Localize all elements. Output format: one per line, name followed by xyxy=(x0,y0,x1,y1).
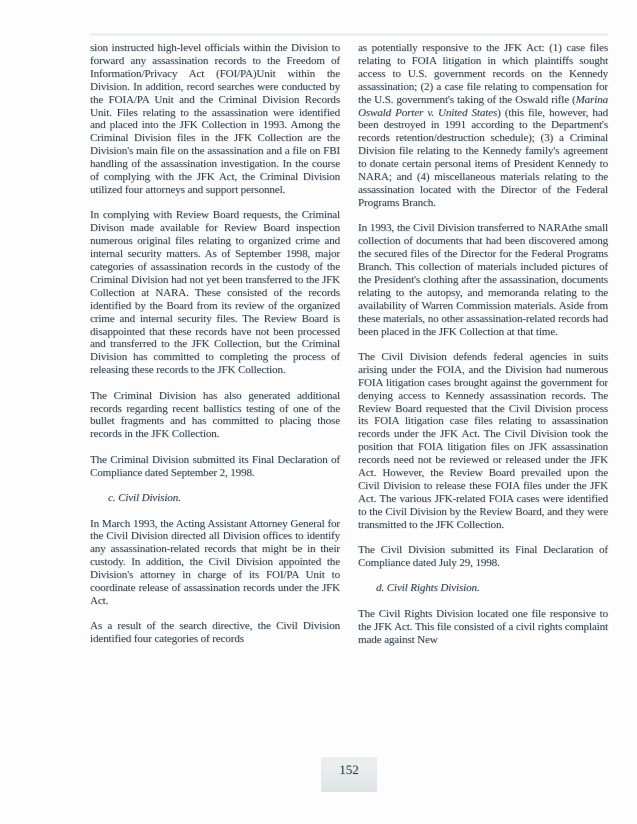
paragraph-text: as potentially responsive to the JFK Act: (1) case files relating to FOIA litigation in which plaintiffs sought access to U.S. government records on the Kennedy assassination; (2) a case file relating to compensation for the U.S. government's taking of the Oswald rifle ( xyxy=(358,42,608,106)
paragraph: In complying with Review Board requests, the Criminal Divison made available for Review Board inspection numerous original files relating to organized crime and internal security matters. As of September 1998, major categories of assassination records in the custody of the Criminal Division had not yet been transferred to the JFK Collection at NARA. These consisted of the records identified by the Board from its review of the organized crime and internal security files. The Review Board is disappointed that these records have not been processed and transferred to the JFK Collection, but the Criminal Division has committed to completing the process of releasing these records to the JFK Collection. xyxy=(90,209,340,377)
page-number: 152 xyxy=(339,762,359,777)
page-number-box xyxy=(321,757,377,792)
paragraph: In 1993, the Civil Division transferred to NARAthe small collection of documents that had been discovered among the secured files of the Director for the Federal Programs Branch. This collection of materials included pictures of the President's clothing after the assassination, documents relating to the autopsy, and memoranda relating to the availability of Warren Commission materials. Aside from these materials, no other assassination-related records had been placed in the JFK Collection at that time. xyxy=(358,222,608,338)
header-rule xyxy=(90,33,608,36)
paragraph: The Civil Rights Division located one file responsive to the JFK Act. This file consisted of a civil rights complaint made against New xyxy=(358,607,608,646)
paragraph: In March 1993, the Acting Assistant Attorney General for the Civil Division directed all Division offices to identify any assassination-related records that might be in their custody. In addition, the Civil Division appointed the Division's attorney in charge of its FOI/PA Unit to coordinate release of assassination records under the JFK Act. xyxy=(90,517,340,607)
left-column xyxy=(90,42,340,659)
section-heading-civil-division: c. Civil Division. xyxy=(108,492,181,505)
text-columns xyxy=(90,42,608,659)
paragraph-text: ) (this file, however, had been destroyed in 1991 according to the Department's records retention/destruction schedule); (3) a Criminal Division file relating to the Kennedy family's agreement to donate certain personal items of President Kennedy to NARA; and (4) miscellaneous materials relating to the assassination located with the Director of the Federal Programs Branch. xyxy=(358,106,608,209)
right-column xyxy=(358,42,608,659)
paragraph: sion instructed high-level officials within the Division to forward any assassination records to the Freedom of Information/Privacy Act (FOI/PA)Unit within the Division. In addition, record searches were conducted by the FOIA/PA Unit and the Criminal Division Records Unit. Files relating to the assassination were identified and placed into the JFK Collection in 1993. Among the Criminal Division files in the JFK Collection are the Division's main file on the assassination and a file on FBI handling of the assassination investigation. In the course of complying with the JFK Act, the Criminal Division utilized four attorneys and support personnel. xyxy=(90,42,340,196)
case-citation: Marina Oswald Porter v. United States xyxy=(358,93,608,119)
section-heading-civil-rights-division: d. Civil Rights Division. xyxy=(376,582,480,595)
paragraph: The Civil Division defends federal agencies in suits arising under the FOIA, and the Division had numerous FOIA litigation cases brought against the government for denying access to Kennedy assassination records. The Review Board requested that the Civil Division process its FOIA litigation case files relating to assassination records under the JFK Act. The Civil Division took the position that FOIA litigation files on JFK assassination records need not be reviewed or released under the JFK Act. However, the Review Board prevailed upon the Civil Division to release these FOIA files under the JFK Act. The various JFK-related FOIA cases were identified to the Civil Division by the Review Board, and they were transmitted to the JFK Collection. xyxy=(358,350,608,531)
paragraph: The Criminal Division has also generated additional records regarding recent ballistics testing of one of the bullet fragments and has committed to placing those records in the JFK Collection. xyxy=(90,389,340,441)
paragraph: The Civil Division submitted its Final Declaration of Compliance dated July 29, 1998. xyxy=(358,544,608,570)
paragraph: As a result of the search directive, the Civil Division identified four categories of records xyxy=(90,620,340,646)
paragraph xyxy=(358,42,608,210)
paragraph: The Criminal Division submitted its Final Declaration of Compliance dated September 2, 1998. xyxy=(90,453,340,479)
